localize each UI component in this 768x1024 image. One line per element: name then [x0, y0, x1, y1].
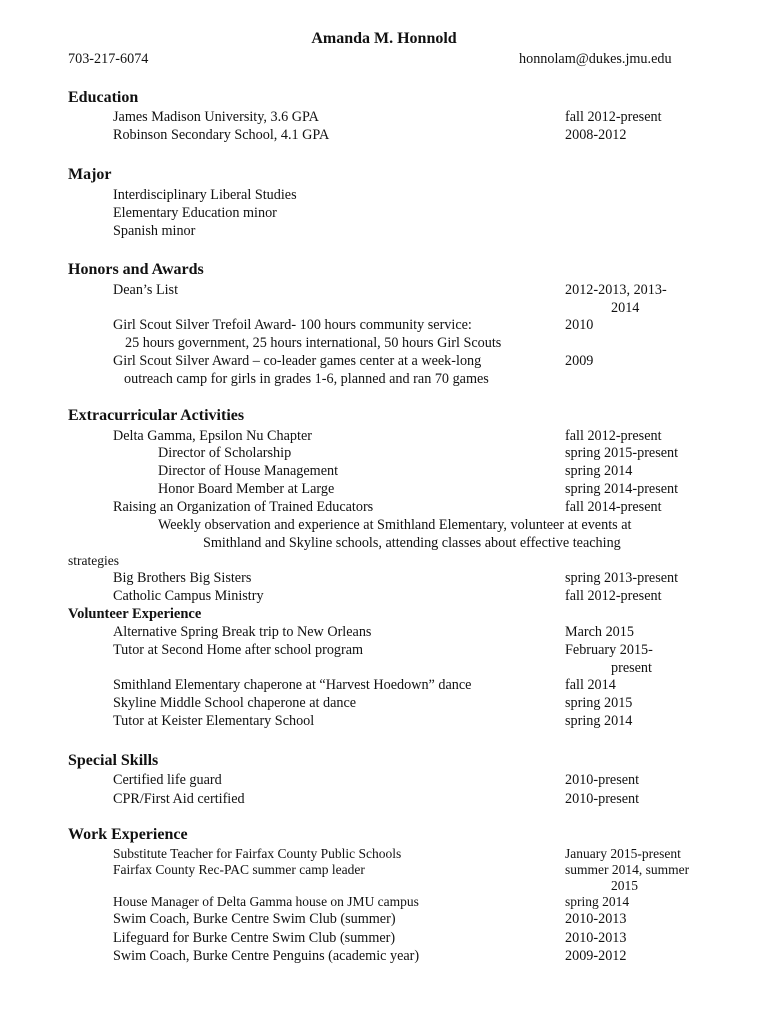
section-heading-major: Major — [68, 166, 112, 183]
work-date-continued: 2015 — [611, 878, 638, 893]
activity-date: spring 2015-present — [565, 445, 679, 461]
activity-description: strategies — [68, 553, 119, 568]
volunteer-date: February 2015- — [565, 642, 653, 658]
education-item: James Madison University, 3.6 GPA — [113, 109, 319, 125]
work-item: Lifeguard for Burke Centre Swim Club (summer) — [113, 930, 396, 946]
honor-item: Girl Scout Silver Trefoil Award- 100 hours community service: — [113, 317, 472, 333]
section-heading-honors: Honors and Awards — [68, 261, 204, 278]
work-date: 2009-2012 — [565, 948, 627, 964]
major-item: Interdisciplinary Liberal Studies — [113, 187, 297, 203]
work-item: House Manager of Delta Gamma house on JMU campus — [113, 894, 419, 909]
skill-item: CPR/First Aid certified — [113, 791, 245, 807]
activity-date: spring 2013-present — [565, 570, 679, 586]
skill-item: Certified life guard — [113, 772, 222, 788]
honor-item: Girl Scout Silver Award – co-leader games center at a week-long — [113, 353, 482, 369]
activity-role: Director of House Management — [158, 463, 339, 479]
activity-role: Director of Scholarship — [158, 445, 292, 461]
skill-date: 2010-present — [565, 772, 640, 788]
work-date: summer 2014, summer — [565, 862, 690, 877]
activity-role: Honor Board Member at Large — [158, 481, 335, 497]
volunteer-date: March 2015 — [565, 624, 634, 640]
work-item: Swim Coach, Burke Centre Swim Club (summer) — [113, 911, 396, 927]
section-heading-work: Work Experience — [68, 826, 188, 843]
activity-date: fall 2014-present — [565, 499, 662, 515]
honor-item: Dean’s List — [113, 282, 179, 298]
work-date: 2010-2013 — [565, 930, 627, 946]
volunteer-date: spring 2014 — [565, 713, 633, 729]
skill-date: 2010-present — [565, 791, 640, 807]
activity-item: Big Brothers Big Sisters — [113, 570, 252, 586]
education-date: 2008-2012 — [565, 127, 627, 143]
volunteer-date-continued: present — [611, 660, 652, 676]
work-item: Substitute Teacher for Fairfax County Public Schools — [113, 846, 402, 861]
activity-date: spring 2014 — [565, 463, 633, 479]
activity-date: spring 2014-present — [565, 481, 679, 497]
work-date: 2010-2013 — [565, 911, 627, 927]
honor-item-continued: outreach camp for girls in grades 1-6, planned and ran 70 games — [124, 371, 489, 387]
section-heading-education: Education — [68, 89, 139, 106]
honor-date: 2009 — [565, 353, 594, 369]
honor-item-continued: 25 hours government, 25 hours international, 50 hours Girl Scouts — [125, 335, 502, 351]
section-heading-volunteer: Volunteer Experience — [68, 606, 202, 622]
email-address: honnolam@dukes.jmu.edu — [519, 51, 672, 67]
education-date: fall 2012-present — [565, 109, 662, 125]
volunteer-item: Skyline Middle School chaperone at dance — [113, 695, 357, 711]
section-heading-extracurricular: Extracurricular Activities — [68, 407, 245, 424]
work-item: Fairfax County Rec-PAC summer camp leader — [113, 862, 365, 877]
honor-date-continued: 2014 — [611, 300, 640, 316]
education-item: Robinson Secondary School, 4.1 GPA — [113, 127, 330, 143]
activity-date: fall 2012-present — [565, 428, 662, 444]
work-item: Swim Coach, Burke Centre Penguins (academic year) — [113, 948, 420, 964]
work-date: spring 2014 — [565, 894, 630, 909]
major-item: Elementary Education minor — [113, 205, 277, 221]
volunteer-item: Tutor at Keister Elementary School — [113, 713, 315, 729]
volunteer-item: Tutor at Second Home after school program — [113, 642, 364, 658]
major-item: Spanish minor — [113, 223, 196, 239]
volunteer-date: fall 2014 — [565, 677, 616, 693]
honor-date: 2010 — [565, 317, 594, 333]
section-heading-skills: Special Skills — [68, 752, 159, 769]
resume-name: Amanda M. Honnold — [311, 30, 457, 47]
volunteer-item: Alternative Spring Break trip to New Orleans — [113, 624, 372, 640]
activity-description: Weekly observation and experience at Smithland Elementary, volunteer at events at — [158, 517, 632, 533]
phone-number: 703-217-6074 — [68, 51, 149, 67]
work-date: January 2015-present — [565, 846, 681, 861]
activity-item: Delta Gamma, Epsilon Nu Chapter — [113, 428, 312, 444]
activity-description: Smithland and Skyline schools, attending classes about effective teaching — [203, 535, 621, 551]
volunteer-item: Smithland Elementary chaperone at “Harvest Hoedown” dance — [113, 677, 472, 693]
honor-date: 2012-2013, 2013- — [565, 282, 667, 298]
activity-item: Catholic Campus Ministry — [113, 588, 264, 604]
activity-item: Raising an Organization of Trained Educators — [113, 499, 374, 515]
volunteer-date: spring 2015 — [565, 695, 633, 711]
activity-date: fall 2012-present — [565, 588, 662, 604]
